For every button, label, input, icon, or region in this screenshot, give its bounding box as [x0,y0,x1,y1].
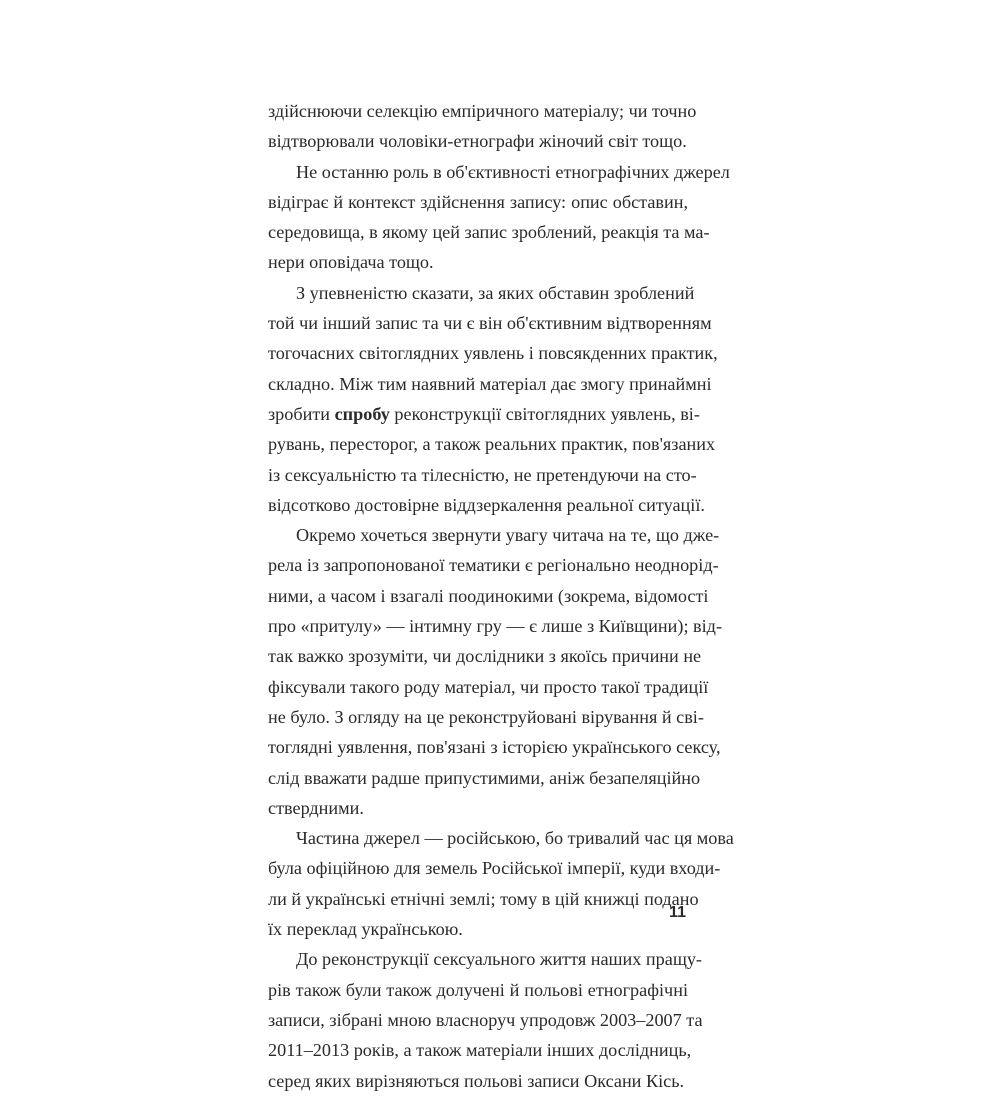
text-line: середовища, в якому цей запис зроблений, реакція та ма- [268,222,710,243]
text-line: тогочасних світоглядних уявлень і повсякденних практик, [268,343,718,364]
text-segment: зробити [268,403,331,424]
body-text [268,96,734,1096]
text-line: не було. З огляду на це реконструйовані вірування й сві- [268,706,704,727]
text-line: ли й українські етнічні землі; тому в цій книжці подано [268,888,699,909]
paragraph-first-line: Частина джерел — російською, бо тривалий час ця мова [296,828,734,849]
text-line: ствердними. [268,797,364,818]
text-line: серед яких вирізняються польові записи Оксани Кісь. [268,1070,685,1091]
text-line: 2011–2013 років, а також матеріали інших дослідниць, [268,1040,692,1061]
text-line: рела із запропонованої тематики є регіонально неоднорід- [268,555,719,576]
text-line: нери оповідача тощо. [268,252,434,273]
text-line: їх переклад українською. [268,919,463,940]
text-line: відсотково достовірне віддзеркалення реальної ситуації. [268,494,705,515]
text-line: фіксували такого роду матеріал, чи просто такої традиції [268,676,709,697]
text-line: ними, а часом і взагалі поодинокими (зокрема, відомості [268,585,709,606]
text-line: рувань, пересторог, а також реальних практик, пов'язаних [268,434,716,455]
text-line: із сексуальністю та тілесністю, не претендуючи на сто- [268,464,697,485]
paragraph-first-line: До реконструкції сексуального життя наших пращу- [296,949,702,970]
text-line: той чи інший запис та чи є він об'єктивним відтворенням [268,313,712,334]
bold-term: спробу [334,403,390,424]
text-line: складно. Між тим наявний матеріал дає змогу принаймні [268,373,712,394]
text-line: записи, зібрані мною власноруч упродовж 2003–2007 та [268,1009,703,1030]
text-line: здійснюючи селекцію емпіричного матеріалу; чи точно [268,101,697,121]
paragraph-first-line: Окремо хочеться звернути увагу читача на те, що дже- [296,525,720,546]
page-number: 11 [669,904,686,921]
text-line-with-bold [268,399,700,429]
text-line: тоглядні уявлення, пов'язані з історією українського сексу, [268,737,721,758]
text-line: відіграє й контекст здійснення запису: опис обставин, [268,191,688,212]
text-line: слід вважати радше припустимими, аніж безапеляційно [268,767,701,788]
text-line: відтворювали чоловіки-етнографи жіночий світ тощо. [268,131,687,152]
paragraph-first-line: Не останню роль в об'єктивності етнографічних джерел [296,161,730,182]
text-line: була офіційною для земель Російської імперії, куди входи- [268,858,721,879]
text-segment: реконструкції світоглядних уявлень, ві- [394,403,700,424]
text-line: рів також були також долучені й польові етнографічні [268,979,688,1000]
paragraph-first-line: З упевненістю сказати, за яких обставин зроблений [296,282,695,303]
text-line: так важко зрозуміти, чи дослідники з якоїсь причини не [268,646,702,667]
text-line: про «притулу» — інтимну гру — є лише з Київщини); від- [268,616,722,637]
